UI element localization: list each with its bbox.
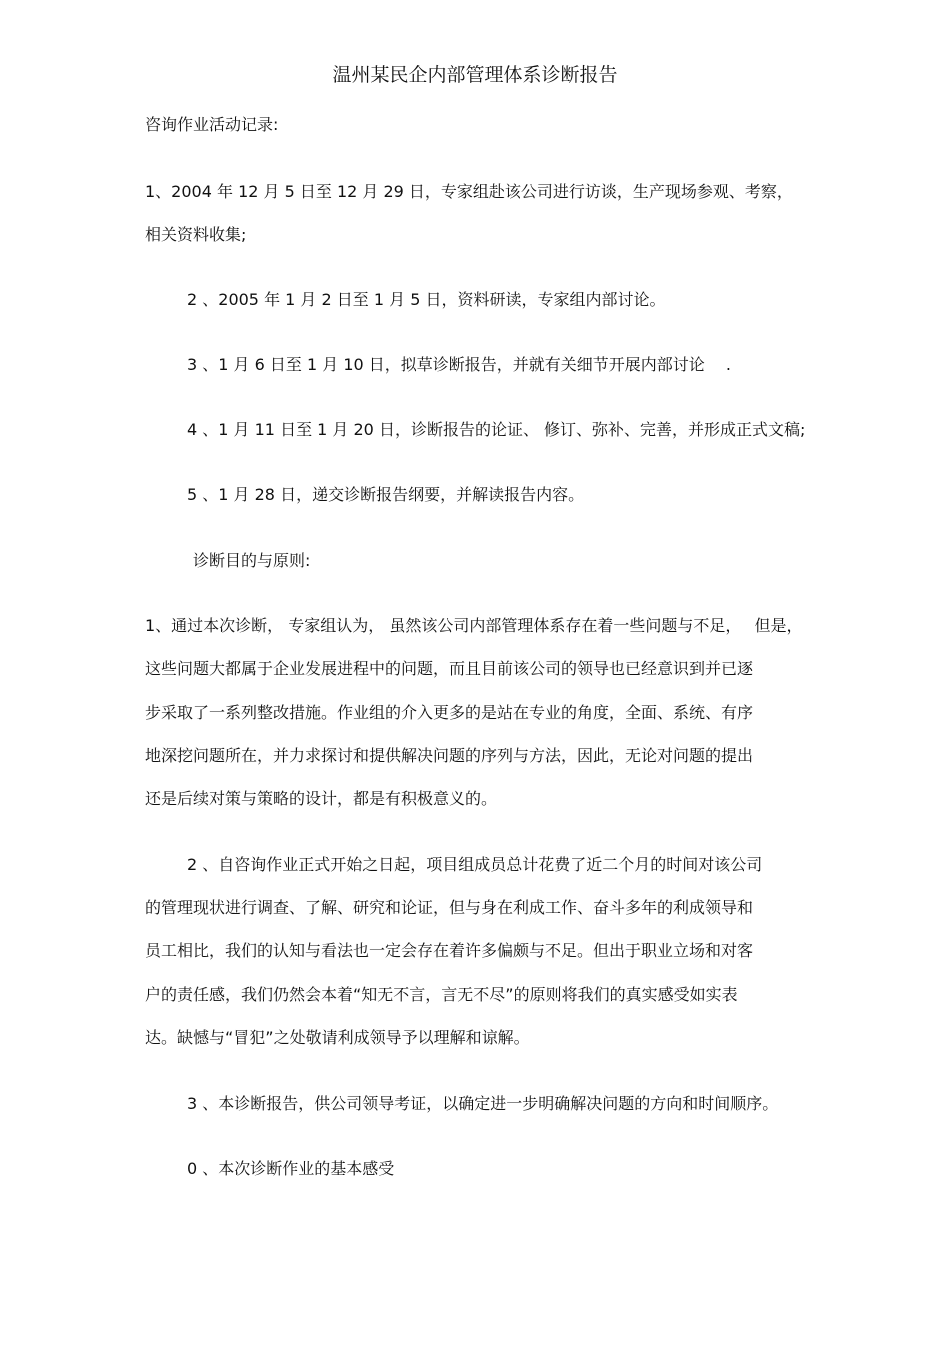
paragraph-line: 达。缺憾与“冒犯”之处敬请利成领导予以理解和谅解。 xyxy=(145,1028,530,1047)
document-title: 温州某民企内部管理体系诊断报告 xyxy=(332,64,618,86)
section-heading-impressions: 0 、本次诊断作业的基本感受 xyxy=(187,1159,395,1178)
paragraph-line: 5 、1 月 28 日，递交诊断报告纲要，并解读报告内容。 xyxy=(187,485,585,504)
paragraph-line: 的管理现状进行调查、了解、研究和论证，但与身在利成工作、奋斗多年的利成领导和 xyxy=(145,898,754,917)
paragraph-line: 地深挖问题所在，并力求探讨和提供解决问题的序列与方法，因此，无论对问题的提出 xyxy=(145,746,754,765)
section-heading-purpose: 诊断目的与原则: xyxy=(193,551,311,570)
section-heading-activity-log: 咨询作业活动记录: xyxy=(145,115,279,134)
paragraph-line: 户的责任感，我们仍然会本着“知无不言，言无不尽”的原则将我们的真实感受如实表 xyxy=(145,985,738,1004)
paragraph-line: 3 、1 月 6 日至 1 月 10 日，拟草诊断报告，并就有关细节开展内部讨论 . xyxy=(187,355,731,374)
paragraph-line: 这些问题大都属于企业发展进程中的问题，而且目前该公司的领导也已经意识到并已逐 xyxy=(145,659,754,678)
paragraph-line: 1、通过本次诊断， 专家组认为， 虽然该公司内部管理体系存在着一些问题与不足， 但是， xyxy=(145,616,803,635)
paragraph-line: 3 、本诊断报告，供公司领导考证，以确定进一步明确解决问题的方向和时间顺序。 xyxy=(187,1094,779,1113)
paragraph-line: 4 、1 月 11 日至 1 月 20 日，诊断报告的论证、 修订、弥补、完善，并形成正式文稿; xyxy=(187,420,806,439)
paragraph-line: 步采取了一系列整改措施。作业组的介入更多的是站在专业的角度，全面、系统、有序 xyxy=(145,703,754,722)
paragraph-line: 员工相比，我们的认知与看法也一定会存在着许多偏颇与不足。但出于职业立场和对客 xyxy=(145,941,754,960)
paragraph-line: 相关资料收集; xyxy=(145,225,247,244)
paragraph-line: 2 、自咨询作业正式开始之日起，项目组成员总计花费了近二个月的时间对该公司 xyxy=(187,855,763,874)
paragraph-line: 2 、2005 年 1 月 2 日至 1 月 5 日，资料研读，专家组内部讨论。 xyxy=(187,290,666,309)
paragraph-line: 还是后续对策与策略的设计，都是有积极意义的。 xyxy=(145,789,498,808)
paragraph-line: 1、2004 年 12 月 5 日至 12 月 29 日，专家组赴该公司进行访谈，生产现场参观、考察， xyxy=(145,182,793,201)
